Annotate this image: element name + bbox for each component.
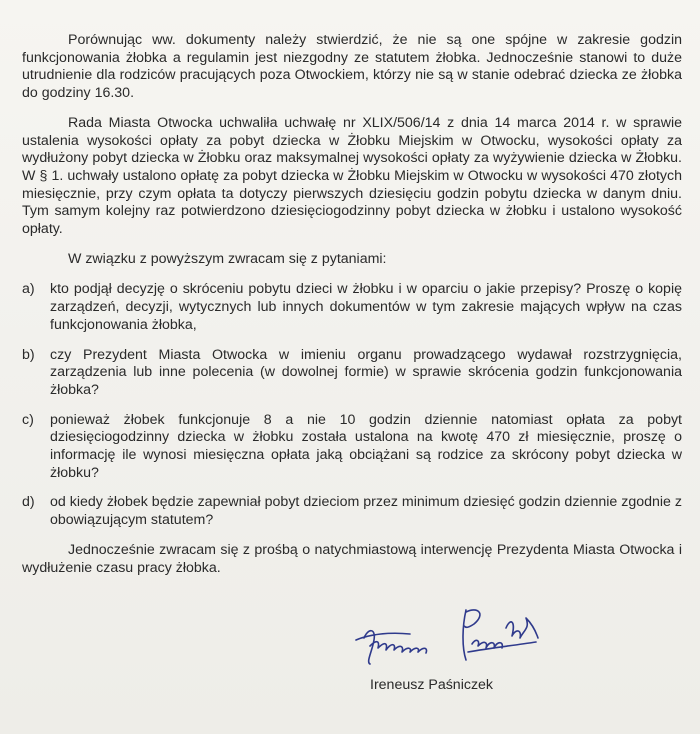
list-item: [22, 281, 682, 334]
list-item: [22, 412, 682, 483]
questions-list: [22, 281, 682, 529]
questions-intro: W związku z powyższym zwracam się z pytaniami:: [68, 250, 387, 267]
list-item-text: czy Prezydent Miasta Otwocka w imieniu organu prowadzącego wydawał rozstrzygnięcia, zarządzenia lub inne polecenia (w dowolnej formie) w sprawie skrócenia godzin funkcjonowania żłobka?: [50, 346, 682, 398]
closing-paragraph: Jednocześnie zwracam się z prośbą o natychmiastową interwencję Prezydenta Miasta Otwocka i wydłużenie czasu pracy żłobka.: [22, 541, 682, 576]
list-item-text: od kiedy żłobek będzie zapewniał pobyt dzieciom przez minimum dziesięć godzin dziennie zgodnie z obowiązującym statutem?: [50, 494, 682, 529]
list-item-text: ponieważ żłobek funkcjonuje 8 a nie 10 godzin dziennie natomiast opłata za pobyt dziesięciogodzinny dziecka w żłobku została ustalona na kwotę 470 zł miesięcznie, proszę o informację ile wynosi miesięczna opłata jaką obciążani są rodzice za skrócony pobyt dziecka w żłobku?: [50, 411, 682, 481]
signer-name: Ireneusz Paśniczek: [370, 677, 494, 693]
list-marker: a): [22, 281, 35, 298]
list-marker: d): [22, 494, 35, 511]
list-item: [22, 494, 682, 529]
list-marker: c): [22, 411, 34, 428]
list-item: [22, 347, 682, 400]
list-item-text: kto podjął decyzję o skróceniu pobytu dzieci w żłobku i w oparciu o jakie przepisy? Proszę o kopię zarządzeń, decyzji, wytycznych lub innych dokumentów w tym zakresie mających wpływ na czas funkcjonowania żłobka,: [50, 281, 682, 333]
paragraph-comparison: Porównując ww. dokumenty należy stwierdzić, że nie są one spójne w zakresie godzin funkcjonowania żłobka a regulamin jest niezgodny ze statutem żłobka. Jednocześnie stanowi to duże utrudnienie dla rodziców pracujących poza Otwockiem, którzy nie są w stanie odebrać dziecka ze żłobka do godziny 16.30.: [22, 32, 682, 102]
paragraph-resolution: Rada Miasta Otwocka uchwaliła uchwałę nr XLIX/506/14 z dnia 14 marca 2014 r. w sprawie ustalenia wysokości opłaty za pobyt dziecka w Żłobku Miejskim w Otwocku, wysokości opłaty za wydłużony pobyt dziecka w Żłobku oraz maksymalnej wysokości opłaty za wyżywienie dziecka w Żłobku. W § 1. uchwały ustalono opłatę za pobyt dziecka w Żłobku Miejskim w Otwocku w wysokości 470 złotych miesięcznie, przy czym opłata ta dotyczy pierwszych dziesięciu godzin pobytu dziecka w danym dniu. Tym samym kolejny raz potwierdzono dziesięciogodzinny pobyt dziecka w żłobku i ustalono wysokość opłaty.: [22, 114, 682, 238]
list-marker: b): [22, 346, 35, 363]
